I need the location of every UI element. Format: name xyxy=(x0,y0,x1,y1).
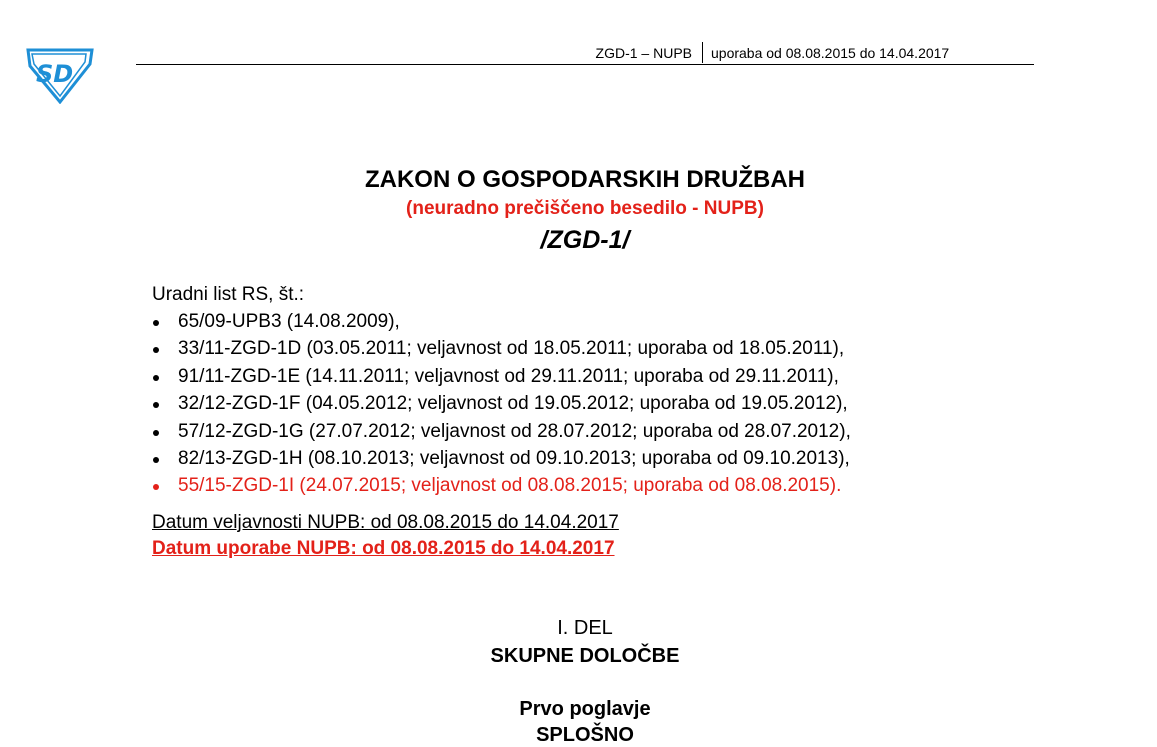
validity-date: Datum veljavnosti NUPB: od 08.08.2015 do 14.04.2017 xyxy=(152,512,619,533)
gazette-entry: 32/12-ZGD-1F (04.05.2012; veljavnost od 19.05.2012; uporaba od 19.05.2012), xyxy=(152,393,851,420)
svg-text:SD: SD xyxy=(36,60,74,88)
chapter-title: SPLOŠNO xyxy=(536,724,634,746)
header-rule xyxy=(136,64,1034,65)
header-usage-period: uporaba od 08.08.2015 do 14.04.2017 xyxy=(711,45,950,61)
gazette-list xyxy=(152,311,851,503)
official-gazette-label: Uradni list RS, št.: xyxy=(152,284,305,305)
chapter-heading: Prvo poglavje xyxy=(519,698,651,720)
part-heading: I. DEL xyxy=(557,617,613,639)
document-title: ZAKON O GOSPODARSKIH DRUŽBAH xyxy=(364,166,805,193)
header-document-code: ZGD-1 – NUPB xyxy=(595,45,692,61)
document-subtitle: (neuradno prečiščeno besedilo - NUPB) xyxy=(406,198,764,219)
gazette-entry: 82/13-ZGD-1H (08.10.2013; veljavnost od 09.10.2013; uporaba od 09.10.2013), xyxy=(152,448,851,475)
gazette-entry: 57/12-ZGD-1G (27.07.2012; veljavnost od 28.07.2012; uporaba od 28.07.2012), xyxy=(152,421,851,448)
document-abbreviation: /ZGD-1/ xyxy=(540,226,630,254)
gazette-entry: 33/11-ZGD-1D (03.05.2011; veljavnost od 18.05.2011; uporaba od 18.05.2011), xyxy=(152,338,851,365)
gazette-entry: 91/11-ZGD-1E (14.11.2011; veljavnost od 29.11.2011; uporaba od 29.11.2011), xyxy=(152,366,851,393)
header-separator xyxy=(702,42,703,63)
usage-date: Datum uporabe NUPB: od 08.08.2015 do 14.04.2017 xyxy=(152,538,615,559)
publisher-logo xyxy=(22,46,96,104)
gazette-entry-current: 55/15-ZGD-1I (24.07.2015; veljavnost od 08.08.2015; uporaba od 08.08.2015). xyxy=(152,475,851,502)
part-title: SKUPNE DOLOČBE xyxy=(490,645,680,667)
gazette-entry: 65/09-UPB3 (14.08.2009), xyxy=(152,311,851,338)
